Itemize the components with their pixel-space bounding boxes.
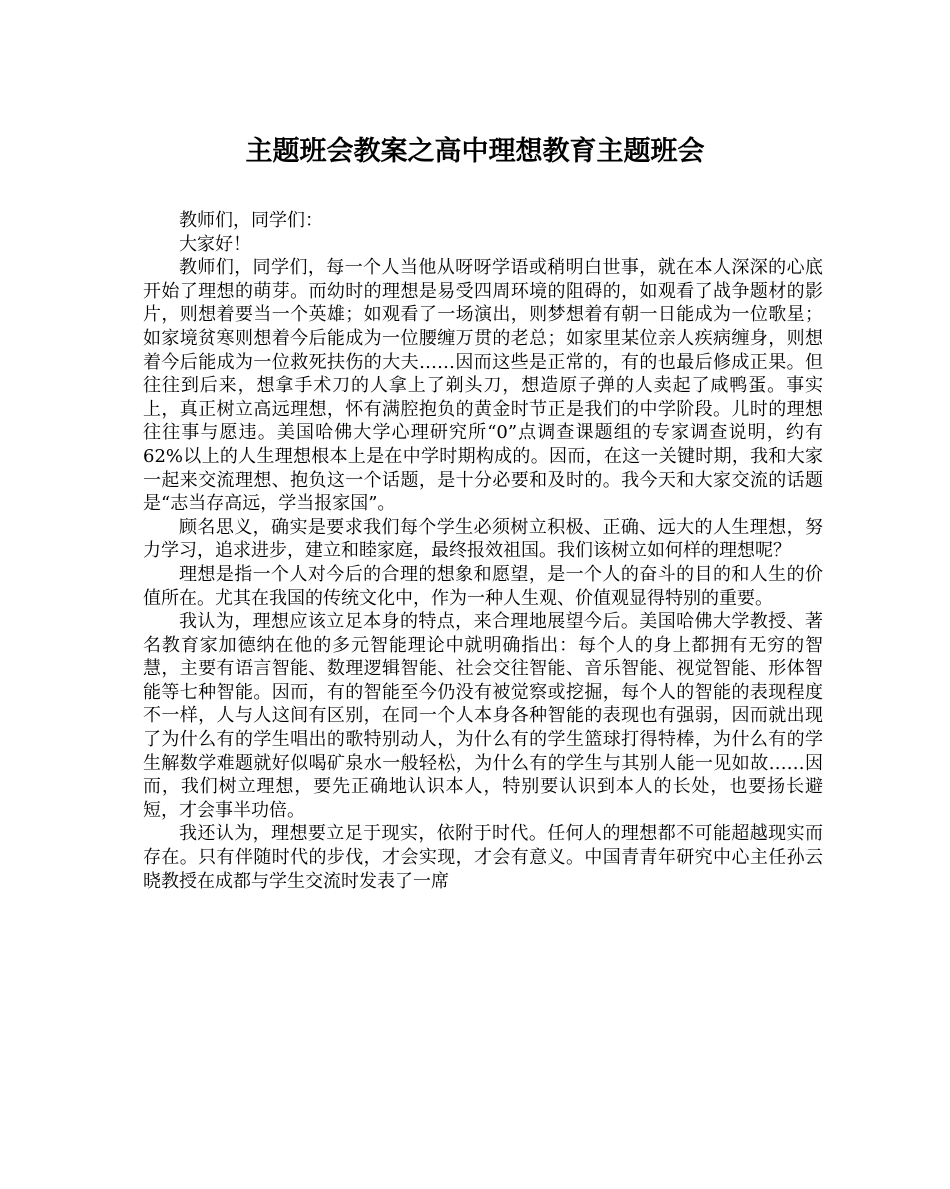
paragraph-definition: 理想是指一个人对今后的合理的想象和愿望，是一个人的奋斗的目的和人生的价值所在。尤其在我国的传统文化中，作为一种人生观、价值观显得特别的重要。 bbox=[143, 563, 823, 609]
document-body bbox=[143, 209, 823, 893]
document-title: 主题班会教案之高中理想教育主题班会 bbox=[245, 136, 705, 167]
greeting: 大家好！ bbox=[179, 233, 251, 255]
paragraph-self-awareness: 我认为，理想应该立足本身的特点，来合理地展望今后。美国哈佛大学教授、著名教育家加德纳在他的多元智能理论中就明确指出：每个人的身上都拥有无穷的智慧，主要有语言智能、数理逻辑智能、社会交往智能、音乐智能、视觉智能、形体智能等七种智能。因而，有的智能至今仍没有被觉察或挖掘，每个人的智能的表现程度不一样，人与人这间有区别，在同一个人本身各种智能的表现也有强弱，因而就出现了为什么有的学生唱出的歌特别动人，为什么有的学生篮球打得特棒，为什么有的学生解数学难题就好似喝矿泉水一般轻松，为什么有的学生与其别人能一见如故……因而，我们树立理想，要先正确地认识本人，特别要认识到本人的长处，也要扬长避短，才会事半功倍。 bbox=[143, 611, 823, 821]
paragraph-reality: 我还认为，理想要立足于现实，依附于时代。任何人的理想都不可能超越现实而存在。只有伴随时代的步伐，才会实现，才会有意义。中国青青年研究中心主任孙云晓教授在成都与学生交流时发表了一席 bbox=[143, 823, 823, 892]
paragraph-intro: 教师们，同学们，每一个人当他从呀呀学语或稍明白世事，就在本人深深的心底开始了理想的萌芽。而幼时的理想是易受四周环境的阻碍的，如观看了战争题材的影片，则想着要当一个英雄；如观看了一场演出，则梦想着有朝一日能成为一位歌星；如家境贫寒则想着今后能成为一位腰缠万贯的老总；如家里某位亲人疾病缠身，则想着今后能成为一位救死扶伤的大夫……因而这些是正常的，有的也最后修成正果。但往往到后来，想拿手术刀的人拿上了剃头刀，想造原子弹的人卖起了咸鸭蛋。事实上，真正树立高远理想，怀有满腔抱负的黄金时节正是我们的中学阶段。儿时的理想往往事与愿违。美国哈佛大学心理研究所“0”点调查课题组的专家调查说明，约有62%以上的人生理想根本上是在中学时期构成的。因而，在这一关键时期，我和大家一起来交流理想、抱负这一个话题，是十分必要和及时的。我今天和大家交流的话题是“志当存高远，学当报家国”。 bbox=[143, 257, 823, 515]
salutation: 教师们，同学们： bbox=[179, 210, 323, 231]
paragraph-meaning: 顾名思义，确实是要求我们每个学生必须树立积极、正确、远大的人生理想，努力学习，追求进步，建立和睦家庭，最终报效祖国。我们该树立如何样的理想呢？ bbox=[143, 516, 823, 562]
